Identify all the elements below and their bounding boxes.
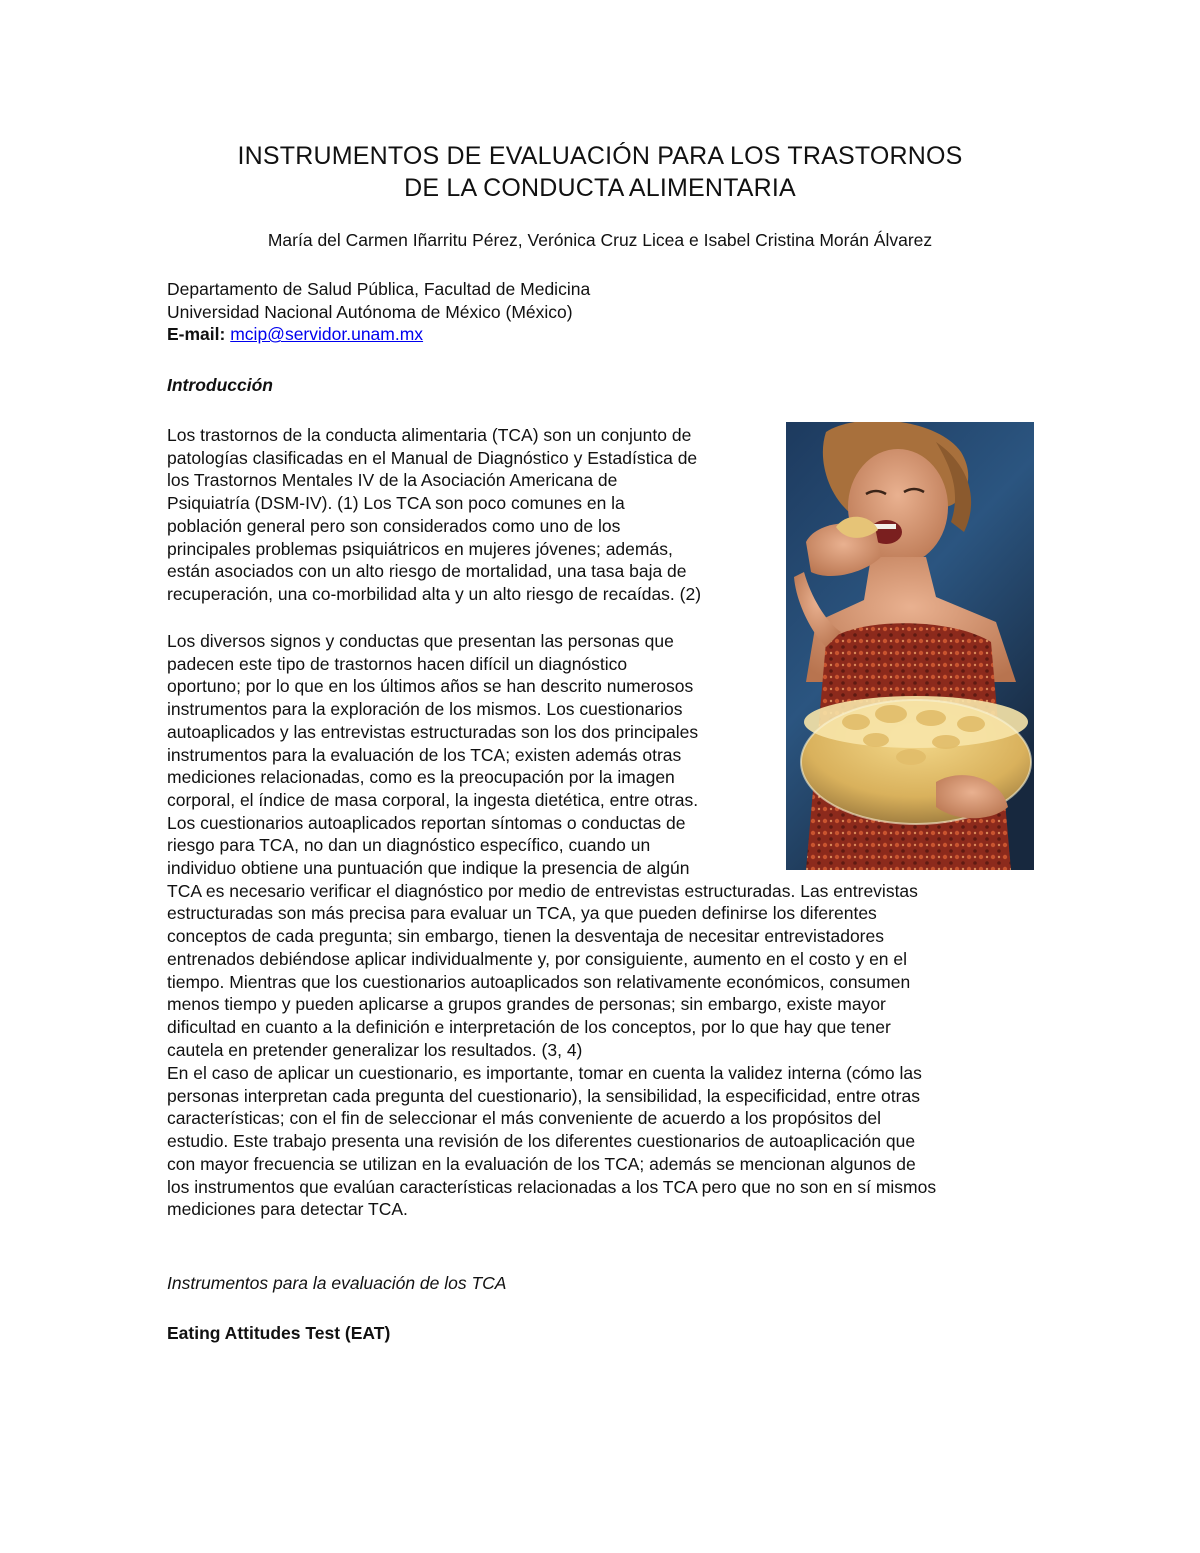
text-line: recuperación, una co-morbilidad alta y un alto riesgo de recaídas. (2) [167,583,702,604]
university-line: Universidad Nacional Autónoma de México (México) [167,301,573,322]
text-line: autoaplicados y las entrevistas estructuradas son los dos principales [167,721,699,742]
department-line: Departamento de Salud Pública, Facultad de Medicina [167,279,591,299]
text-line: En el caso de aplicar un cuestionario, es importante, tomar en cuenta la validez interna (cómo las [167,1063,922,1083]
text-line: menos tiempo y pueden aplicarse a grupos grandes de personas; sin embargo, existe mayor [167,994,886,1015]
document-title [100,140,1100,204]
text-line: cautela en pretender generalizar los resultados. (3, 4) [167,1039,583,1060]
text-line: Los trastornos de la conducta alimentaria (TCA) son un conjunto de [167,425,692,445]
text-line: están asociados con un alto riesgo de mortalidad, una tasa baja de [167,561,687,582]
text-line: entrenados debiéndose aplicar individualmente y, por consiguiente, aumento en el costo y en el [167,948,908,969]
text-line: riesgo para TCA, no dan un diagnóstico específico, cuando un [167,835,651,856]
text-line: los Trastornos Mentales IV de la Asociación Americana de [167,470,618,491]
text-line: corporal, el índice de masa corporal, la ingesta dietética, entre otras. [167,789,699,810]
email-link[interactable]: mcip@servidor.unam.mx [230,324,424,345]
authors-line: María del Carmen Iñarritu Pérez, Verónica Cruz Licea e Isabel Cristina Morán Álvarez [267,230,933,250]
title-line-2: DE LA CONDUCTA ALIMENTARIA [404,174,796,202]
paragraph-3 [167,1062,936,1221]
text-line: los instrumentos que evalúan características relacionadas a los TCA pero que no son en sí mismos [167,1176,937,1197]
text-line: TCA es necesario verificar el diagnóstico por medio de entrevistas estructuradas. Las entrevistas [167,880,918,901]
text-line: oportuno; por lo que en los últimos años se han descrito numerosos [167,676,694,697]
text-line: instrumentos para la evaluación de los TCA; existen además otras [167,744,682,765]
intro-heading: Introducción [167,375,273,395]
text-line: personas interpretan cada pregunta del cuestionario), la sensibilidad, la especificidad, entre otras [167,1085,920,1106]
text-line: individuo obtiene una puntuación que indique la presencia de algún [167,858,690,879]
text-line: patologías clasificadas en el Manual de Diagnóstico y Estadística de [167,447,698,468]
email-label: E-mail: [167,324,226,345]
text-line: características; con el fin de seleccionar el más conveniente de acuerdo a los propósitos del [167,1108,882,1129]
text-line: estructuradas son más precisa para evaluar un TCA, ya que pueden definirse los diferentes [167,903,877,924]
eat-heading: Eating Attitudes Test (EAT) [167,1323,391,1343]
email-line [167,323,590,346]
text-line: mediciones relacionadas, como es la preocupación por la imagen [167,767,675,788]
text-line: principales problemas psiquiátricos en mujeres jóvenes; además, [167,538,673,559]
text-line: conceptos de cada pregunta; sin embargo, tienen la desventaja de necesitar entrevistadores [167,926,884,947]
instruments-heading: Instrumentos para la evaluación de los TCA [167,1273,507,1293]
text-line: instrumentos para la exploración de los mismos. Los cuestionarios [167,699,683,720]
text-line: Psiquiatría (DSM-IV). (1) Los TCA son poco comunes en la [167,493,625,514]
text-line: Los diversos signos y conductas que presentan las personas que [167,631,674,651]
text-line: Los cuestionarios autoaplicados reportan síntomas o conductas de [167,812,686,833]
text-line: estudio. Este trabajo presenta una revisión de los diferentes cuestionarios de autoaplicación que [167,1131,916,1152]
affiliation-block [167,278,590,346]
paragraph-2 [167,630,918,1061]
title-line-1: INSTRUMENTOS DE EVALUACIÓN PARA LOS TRASTORNOS [237,142,963,170]
paragraph-1 [167,424,701,606]
text-line: tiempo. Mientras que los cuestionarios autoaplicados son relativamente económicos, consumen [167,971,911,992]
text-line: mediciones para detectar TCA. [167,1199,408,1220]
text-line: dificultad en cuanto a la definición e interpretación de los conceptos, por lo que hay que tener [167,1016,891,1037]
text-line: con mayor frecuencia se utilizan en la evaluación de los TCA; además se mencionan algunos de [167,1153,916,1174]
text-line: población general pero son considerados como uno de los [167,515,621,536]
text-line: padecen este tipo de trastornos hacen difícil un diagnóstico [167,653,628,674]
